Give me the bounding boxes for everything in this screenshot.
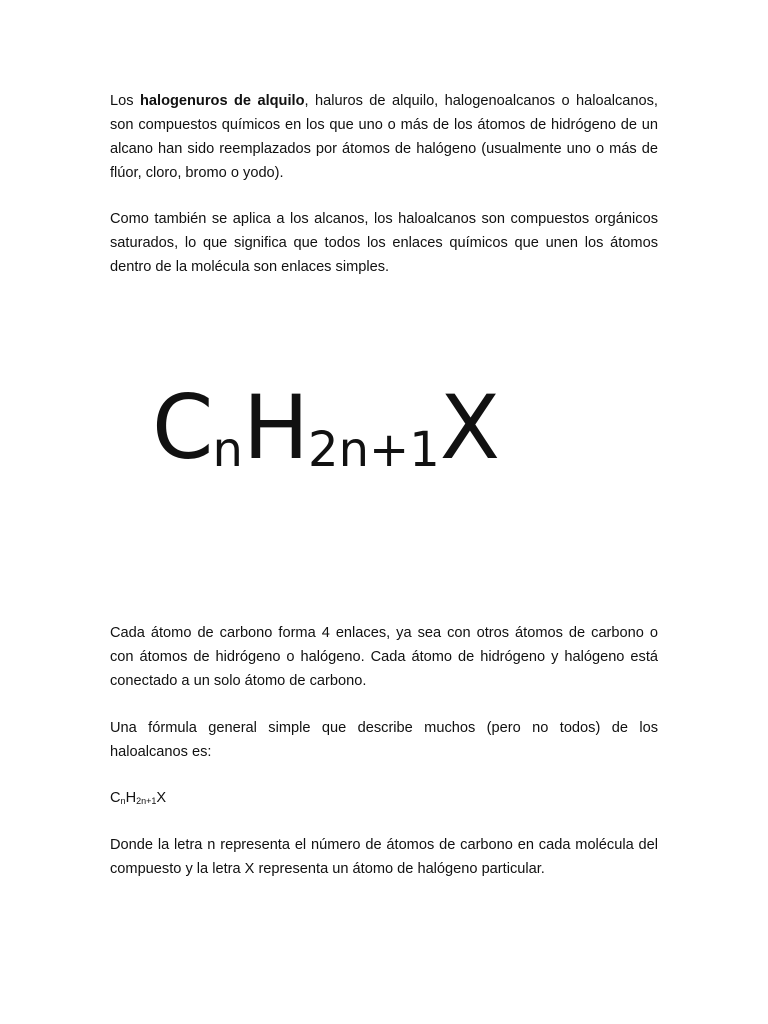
intro-paragraph: [110, 89, 658, 185]
intro-term: halogenuros de alquilo: [139, 93, 305, 109]
formula-x: X: [439, 376, 500, 479]
inline-formula-n-subscript: n: [120, 796, 126, 806]
formula-intro-paragraph: Una fórmula general simple que describe muchos (pero no todos) de los haloalcanos es:: [110, 720, 658, 760]
intro-lead: Los: [110, 93, 140, 109]
inline-formula-h-subscript: 2n+1: [136, 796, 157, 806]
inline-formula: [110, 786, 658, 811]
intro-rest: , haluros de alquilo, halogenoalcanos o haloalcanos, son compuestos químicos en los que uno o más de los átomos de hidrógeno de un alcano han sido reemplazados por átomos de halógeno (usualmente uno o más de flúor, cloro, bromo o yodo).: [110, 93, 658, 181]
formula-n-subscript: n: [212, 422, 243, 478]
bonds-paragraph: Cada átomo de carbono forma 4 enlaces, ya sea con otros átomos de carbono o con átomos de hidrógeno o halógeno. Cada átomo de hidrógeno y halógeno está conectado a un solo átomo de carbono.: [110, 625, 658, 689]
general-formula-image: [152, 376, 500, 494]
formula-h-subscript: 2n+1: [308, 422, 440, 478]
definition-paragraph: Donde la letra n representa el número de átomos de carbono en cada molécula del compuesto y la letra X representa un átomo de halógeno particular.: [110, 837, 658, 877]
inline-formula-h: H: [125, 790, 137, 806]
formula-c: C: [152, 376, 213, 479]
formula-h: H: [242, 376, 309, 479]
inline-formula-c: C: [110, 790, 121, 806]
inline-formula-x: X: [156, 790, 167, 806]
saturation-paragraph: Como también se aplica a los alcanos, los haloalcanos son compuestos orgánicos saturados, lo que significa que todos los enlaces químicos que unen los átomos dentro de la molécula son enlaces simples.: [110, 211, 658, 275]
